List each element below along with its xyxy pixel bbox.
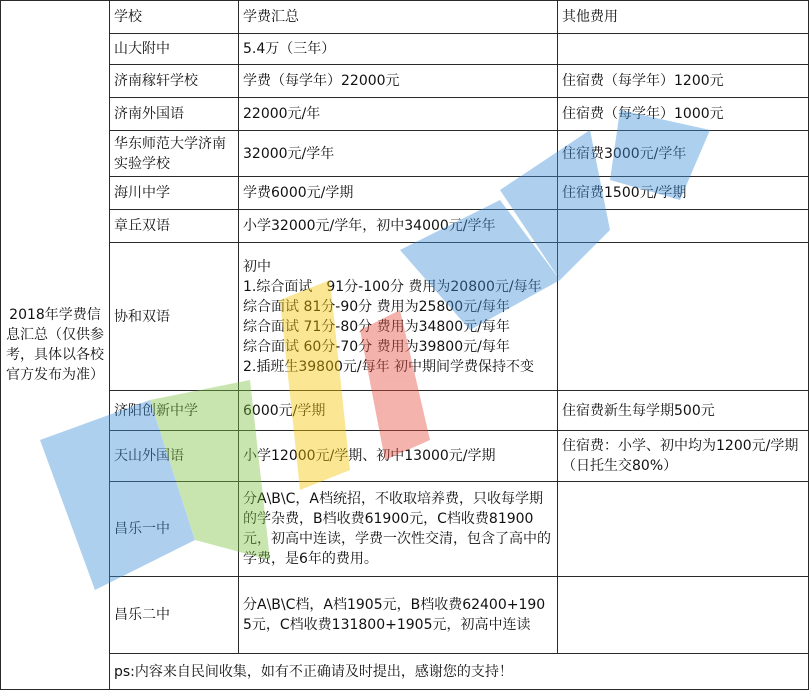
tuition-cell: 学费6000元/学期 — [239, 177, 558, 210]
footnote: ps:内容来自民间收集，如有不正确请及时提出，感谢您的支持！ — [110, 654, 809, 690]
tuition-line: 综合面试 71分-80分 费用为34800元/每年 — [243, 318, 510, 335]
school-name: 华东师范大学济南实验学校 — [110, 131, 239, 177]
school-name: 协和双语 — [110, 243, 239, 391]
table-row — [1, 131, 809, 177]
table-header-row — [1, 1, 809, 34]
school-name: 天山外国语 — [110, 431, 239, 482]
school-name: 昌乐二中 — [110, 577, 239, 654]
tuition-cell: 小学32000元/学年，初中34000元/学年 — [239, 210, 558, 243]
other-fees-cell: 住宿费1500元/学期 — [558, 177, 809, 210]
school-name: 山大附中 — [110, 34, 239, 65]
tuition-text: 分A\B\C档，A档1905元，B档收费62400+1905元，C档收费131800+1905元，初高中连读 — [243, 597, 546, 633]
other-fees-cell: 住宿费（每学年）1200元 — [558, 65, 809, 98]
tuition-cell: 学费（每学年）22000元 — [239, 65, 558, 98]
other-fees-cell: 住宿费新生每学期500元 — [558, 391, 809, 431]
table-row — [1, 98, 809, 131]
tuition-cell: 6000元/学期 — [239, 391, 558, 431]
table-row — [1, 391, 809, 431]
table-row — [1, 482, 809, 577]
tuition-text: 分A\B\C，A档统招，不收取培养费，只收每学期的学杂费，B档收费61900元，C档收费81900元，初高中连读，学费一次性交清，包含了高中的学费，是6年的费用。 — [243, 491, 551, 567]
tuition-line: 2.插班生39800元/每年 初中期间学费保持不变 — [243, 358, 535, 375]
other-fees-cell — [558, 243, 809, 391]
other-fees-cell: 住宿费：小学、初中均为1200元/学期（日托生交80%） — [558, 431, 809, 482]
header-other-fees: 其他费用 — [558, 1, 809, 34]
header-school: 学校 — [110, 1, 239, 34]
table-row — [1, 34, 809, 65]
tuition-cell: 小学12000元/学期、初中13000元/学期 — [239, 431, 558, 482]
table-row — [1, 177, 809, 210]
side-label-cell: 2018年学费信息汇总（仅供参考，具体以各校官方发布为准） — [1, 1, 110, 690]
school-name: 济南稼轩学校 — [110, 65, 239, 98]
tuition-line: 综合面试 81分-90分 费用为25800元/每年 — [243, 298, 510, 315]
school-name: 济阳创新中学 — [110, 391, 239, 431]
tuition-line: 综合面试 60分-70分 费用为39800元/每年 — [243, 338, 510, 355]
other-fees-cell: 住宿费3000元/学年 — [558, 131, 809, 177]
header-tuition: 学费汇总 — [239, 1, 558, 34]
tuition-cell — [239, 243, 558, 391]
tuition-cell: 22000元/年 — [239, 98, 558, 131]
school-name: 昌乐一中 — [110, 482, 239, 577]
tuition-cell — [239, 482, 558, 577]
other-fees-cell — [558, 210, 809, 243]
school-name: 章丘双语 — [110, 210, 239, 243]
tuition-cell: 5.4万（三年） — [239, 34, 558, 65]
other-fees-cell — [558, 482, 809, 577]
tuition-cell: 32000元/学年 — [239, 131, 558, 177]
table-row — [1, 243, 809, 391]
school-name: 海川中学 — [110, 177, 239, 210]
tuition-line: 初中 — [243, 258, 271, 275]
school-name: 济南外国语 — [110, 98, 239, 131]
table-row — [1, 65, 809, 98]
table-row — [1, 210, 809, 243]
tuition-cell — [239, 577, 558, 654]
footnote-row — [1, 654, 809, 690]
tuition-line: 1.综合面试 91分-100分 费用为20800元/每年 — [243, 278, 542, 295]
other-fees-cell: 住宿费（每学年）1000元 — [558, 98, 809, 131]
table-row — [1, 431, 809, 482]
table-row — [1, 577, 809, 654]
other-fees-cell — [558, 577, 809, 654]
other-fees-cell — [558, 34, 809, 65]
